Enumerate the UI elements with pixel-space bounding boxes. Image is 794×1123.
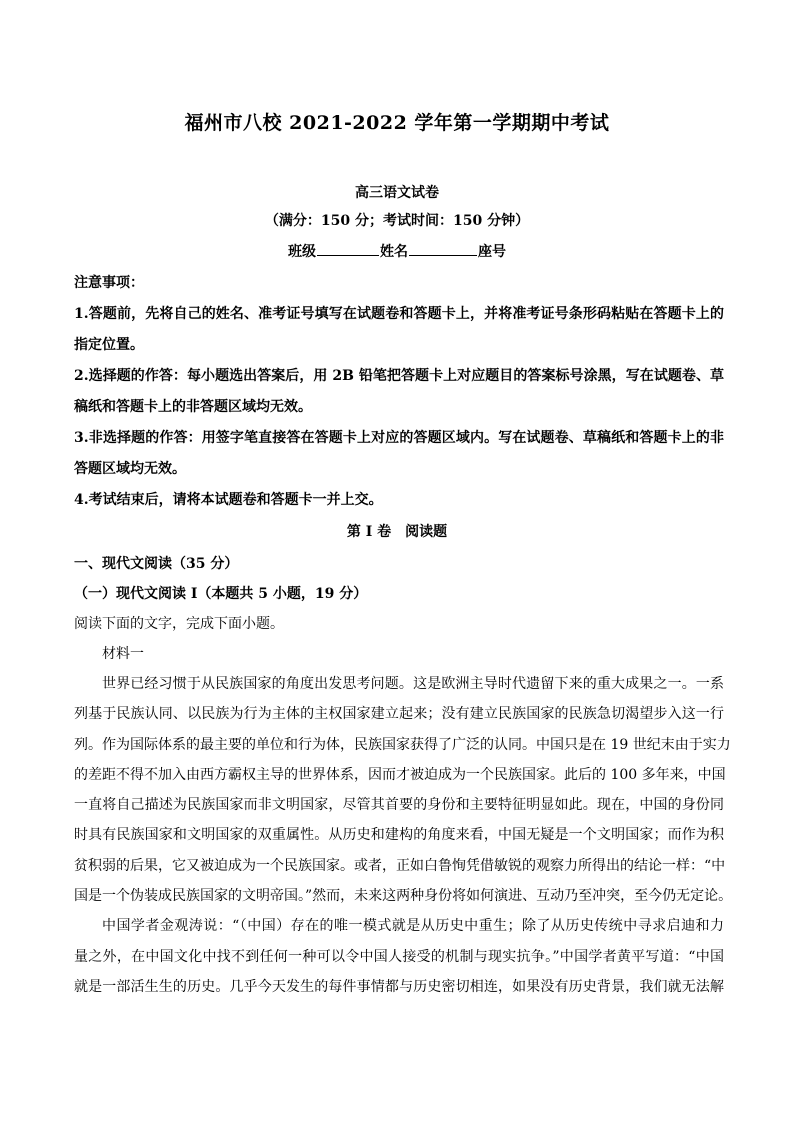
exam-title: 福州市八校 2021-2022 学年第一学期期中考试 bbox=[184, 112, 610, 134]
instruction-text: 阅读下面的文字，完成下面小题。 bbox=[74, 616, 284, 632]
passage-line: 就是一部活生生的历史。几乎今天发生的每件事情都与历史密切相连，如果没有历史背景，我们就无法解 bbox=[74, 978, 724, 995]
exam-subtitle: 高三语文试卷 bbox=[355, 185, 439, 201]
reading-section bbox=[74, 549, 733, 1002]
notes-heading: 注意事项： bbox=[74, 275, 144, 291]
notes-line: 指定位置。 bbox=[74, 337, 144, 353]
score-info: （满分：150 分；考试时间：150 分钟） bbox=[264, 213, 530, 229]
notes-section bbox=[74, 268, 724, 516]
material-label: 材料一 bbox=[102, 646, 144, 662]
passage-paragraph-2 bbox=[74, 911, 724, 1002]
passage-line: 国是一个伪装成民族国家的文明帝国。”然而，未来这两种身份将如何演进、互动乃至冲突，至今仍无定论。 bbox=[74, 888, 733, 905]
notes-line: 1.答题前，先将自己的姓名、准考证号填写在试题卷和答题卡上，并将准考证号条形码粘贴在答题卡上的 bbox=[74, 306, 724, 322]
passage-line: 的差距不得不加入由西方霸权主导的世界体系，因而才被迫成为一个民族国家。此后的 100 多年来，中国 bbox=[74, 766, 726, 783]
passage-line: 一直将自己描述为民族国家而非文明国家，尽管其首要的身份和主要特征明显如此。现在，中国的身份同 bbox=[74, 797, 724, 814]
passage-line: 中国学者金观涛说：“（中国）存在的唯一模式就是从历史中重生；除了从历史传统中寻求启迪和力 bbox=[102, 918, 724, 935]
class-blank bbox=[317, 241, 379, 256]
notes-line: 稿纸和答题卡上的非答题区域均无效。 bbox=[74, 399, 312, 415]
passage-line: 量之外，在中国文化中找不到任何一种可以令中国人接受的机制与现实抗争。”中国学者黄平写道：“中国 bbox=[74, 948, 724, 965]
passage-line: 时具有民族国家和文明国家的双重属性。从历史和建构的角度来看，中国无疑是一个文明国家；而作为积 bbox=[74, 827, 724, 844]
notes-line: 答题区域均无效。 bbox=[74, 461, 186, 477]
notes-line: 3.非选择题的作答：用签字笔直接答在答题卡上对应的答题区域内。写在试题卷、草稿纸和答题卡上的非 bbox=[74, 430, 724, 446]
name-label: 姓名 bbox=[380, 244, 408, 260]
seat-label: 座号 bbox=[478, 244, 506, 260]
passage-paragraph-1 bbox=[74, 669, 733, 911]
notes-line: 4.考试结束后，请将本试题卷和答题卡一并上交。 bbox=[74, 492, 383, 508]
class-label: 班级 bbox=[288, 244, 316, 260]
volume-title: 第 Ⅰ 卷 阅读题 bbox=[346, 524, 448, 540]
notes-line: 2.选择题的作答：每小题选出答案后，用 2B 铅笔把答题卡上对应题目的答案标号涂黑，写在试题卷、草 bbox=[74, 368, 724, 384]
student-info-line bbox=[0, 241, 794, 261]
passage-line: 世界已经习惯于从民族国家的角度出发思考问题。这是欧洲主导时代遗留下来的重大成果之一。一系 bbox=[102, 676, 724, 692]
passage-line: 贫积弱的后果，它又被迫成为一个民族国家。或者，正如白鲁恂凭借敏锐的观察力所得出的结论一样：“中 bbox=[74, 857, 726, 874]
name-blank bbox=[409, 241, 477, 256]
subpart-heading: （一）现代文阅读 Ⅰ（本题共 5 小题，19 分） bbox=[74, 586, 368, 602]
part-heading: 一、现代文阅读（35 分） bbox=[74, 556, 239, 572]
passage-line: 列。作为国际体系的最主要的单位和行为体，民族国家获得了广泛的认同。中国只是在 19 世纪末由于实力 bbox=[74, 736, 731, 753]
passage-line: 列基于民族认同、以民族为行为主体的主权国家建立起来；没有建立民族国家的民族急切渴望步入这一行 bbox=[74, 706, 724, 723]
